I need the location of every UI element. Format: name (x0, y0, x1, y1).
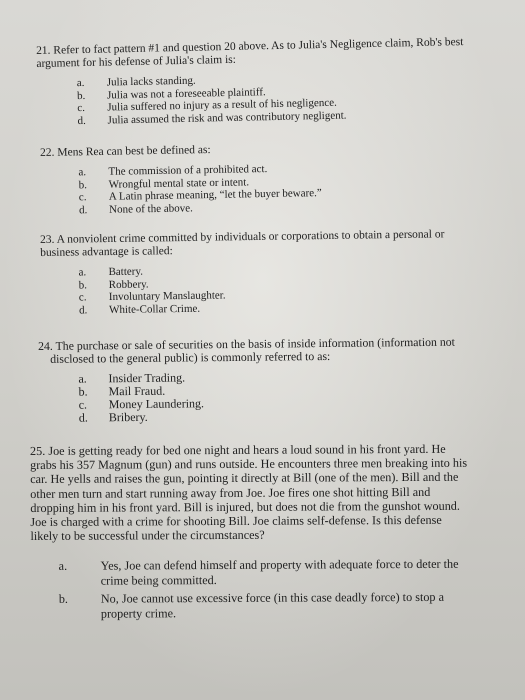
choice-letter: b. (76, 89, 86, 102)
choice-text: A Latin phrase meaning, “let the buyer beware.” (108, 187, 322, 203)
choice-letter: c. (77, 101, 86, 115)
choice-letter: d. (78, 410, 88, 425)
choice-text: Insider Trading. (108, 370, 186, 386)
choice-text: None of the above. (108, 201, 193, 216)
choice-text: Robbery. (108, 277, 149, 291)
choice-text: Money Laundering. (108, 396, 205, 412)
question-text-line-1: 24. The purchase or sale of securities on the basis of inside information (information not (37, 334, 455, 353)
choice-b (59, 590, 471, 621)
question-text-line-2: disclosed to the general public) is commonly referred to as: (50, 348, 331, 366)
choice-text: The commission of a prohibited act. (108, 163, 268, 178)
choice-text: No, Joe cannot use excessive force (in this case deadly force) to stop a property crime. (100, 590, 445, 621)
choice-list (37, 69, 478, 128)
choice-list (40, 261, 481, 317)
choice-letter: b. (78, 384, 88, 399)
choice-list (38, 368, 479, 425)
choice-text: Julia was not a foreseeable plaintiff. (106, 85, 266, 102)
choice-letter: a. (78, 166, 87, 179)
question-24 (38, 335, 479, 425)
choice-letter: a. (76, 76, 85, 90)
choice-letter: a. (58, 559, 68, 574)
question-text: 25. Joe is getting ready for bed one night and hears a loud sound in his front yard. He grabs his 357 Magnum (gun) and runs outside. He encounters three men breaking into his car. He yells and raises the gun, pointing it directly at Bill (one of the men). Bill and the other men turn and start running away from Joe. Joe fires one shot hitting Bill and dropping him in his front yard. Bill is injured, but does not die from the gunshot wound. Joe is charged with a crime for shooting Bill. Joe claims self-defense. Is this defense likely to be successful under the circumstances? (30, 441, 468, 544)
choice-text: Julia lacks standing. (106, 74, 196, 89)
choice-list (40, 159, 481, 217)
choice-text: Battery. (108, 265, 144, 279)
choice-text: Mail Fraud. (108, 383, 166, 399)
choice-letter: c. (78, 397, 88, 412)
choice-letter: a. (78, 371, 87, 386)
question-text: 22. Mens Rea can best be defined as: (40, 144, 211, 159)
choice-text: Bribery. (108, 409, 148, 425)
choice-letter: b. (78, 278, 88, 291)
choice-letter: a. (78, 266, 87, 279)
choice-text: Julia assumed the risk and was contributory negligent. (107, 109, 347, 127)
choice-list (31, 557, 471, 621)
question-text (38, 335, 478, 366)
choice-letter: c. (78, 291, 87, 304)
choice-text: White-Collar Crime. (108, 302, 201, 316)
choice-letter: d. (78, 303, 88, 316)
question-text: 23. A nonviolent crime committed by individuals or corporations to obtain a personal or business advantage is called: (40, 228, 445, 259)
choice-text: Yes, Joe can defend himself and property with adequate force to deter the crime being committed. (100, 557, 459, 588)
choice-letter: d. (77, 114, 86, 127)
choice-letter: c. (78, 191, 87, 204)
question-22 (40, 139, 481, 217)
question-25 (30, 442, 471, 626)
choice-text: Wrongful mental state or intent. (108, 175, 250, 191)
choice-letter: b. (58, 592, 68, 607)
question-21 (36, 36, 478, 128)
choice-text: Involuntary Manslaughter. (108, 289, 226, 304)
choice-d (79, 407, 479, 424)
question-23 (40, 228, 481, 317)
choice-letter: d. (78, 203, 88, 216)
choice-a (59, 557, 471, 588)
question-text: 21. Refer to fact pattern #1 and question 20 above. As to Julia's Negligence claim, Rob's best argument for his defense of Julia's claim is: (36, 36, 464, 70)
choice-text: Julia suffered no injury as a result of his negligence. (107, 96, 337, 114)
choice-letter: b. (78, 178, 88, 191)
